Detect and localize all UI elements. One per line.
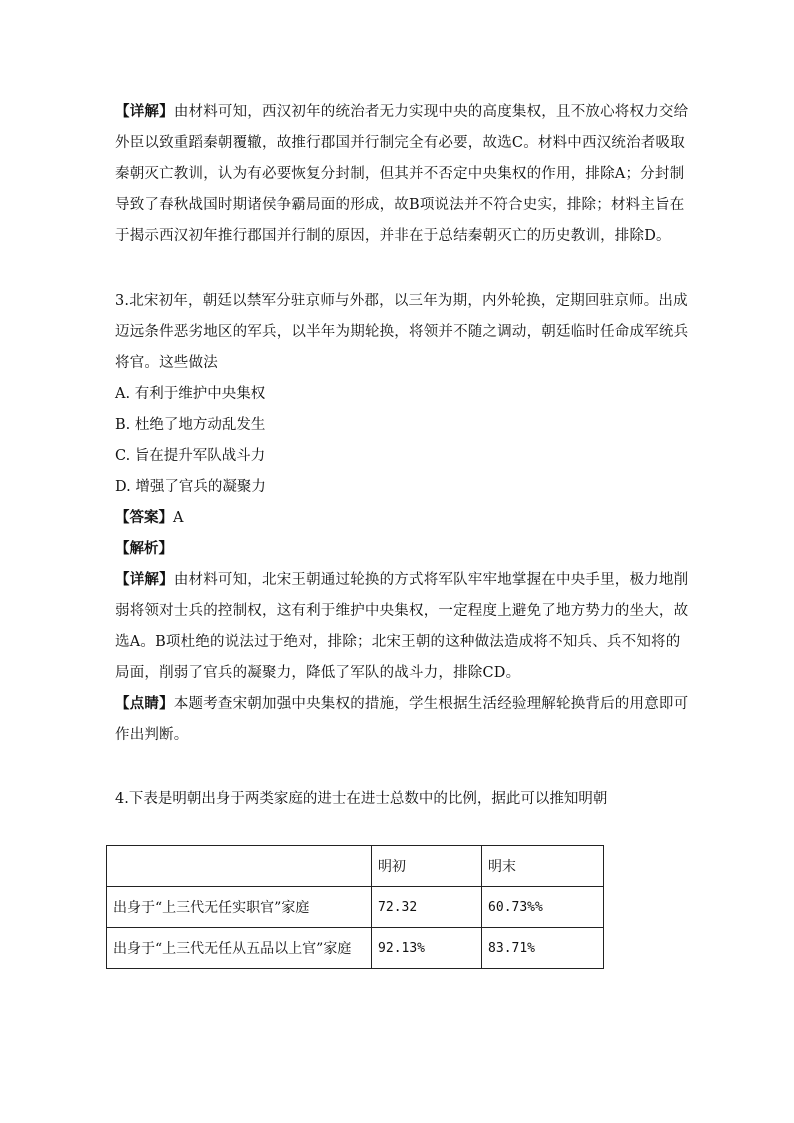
- table-header-ming-late: 明末: [482, 846, 604, 887]
- answer-value: A: [173, 510, 184, 526]
- detail-text: 由材料可知，西汉初年的统治者无力实现中央的高度集权，且不放心将权力交给外臣以致重蹈秦朝覆辙，故推行郡国并行制完全有必要，故选C。材料中西汉统治者吸取秦朝灭亡教训，认为有必要恢复分封制，但其并不否定中央集权的作用，排除A；分封制导致了春秋战国时期诸侯争霸局面的形成，故B项说法并不符合史实，排除；材料主旨在于揭示西汉初年推行郡国并行制的原因，并非在于总结秦朝灭亡的历史教训，排除D。: [115, 104, 689, 244]
- proportion-table: [106, 845, 604, 969]
- table-cell: [107, 846, 372, 887]
- answer-line: [115, 508, 183, 528]
- option-d: D. 增强了官兵的凝聚力: [115, 479, 266, 495]
- analysis-tag: 【解析】: [115, 540, 173, 557]
- table-row-label: 出身于“上三代无任实职官”家庭: [107, 887, 372, 928]
- table-header-row: [107, 846, 604, 887]
- detail-tag: 【详解】: [115, 103, 174, 120]
- option-a: A. 有利于维护中央集权: [115, 386, 266, 402]
- option-b: B. 杜绝了地方动乱发生: [115, 417, 266, 433]
- table-cell: 83.71%: [482, 928, 604, 969]
- question-3-stem: 3.北宋初年，朝廷以禁军分驻京师与外郡，以三年为期，内外轮换，定期回驻京师。出成迈远条件恶劣地区的军兵，以半年为期轮换，将领并不随之调动，朝廷临时任命成军统兵将官。这些做法: [115, 293, 689, 371]
- question-4-stem: 4.下表是明朝出身于两类家庭的进士在进士总数中的比例，据此可以推知明朝: [115, 791, 608, 807]
- detail-paragraph-1: [115, 96, 695, 252]
- table-row-label: 出身于“上三代无任从五品以上官”家庭: [107, 928, 372, 969]
- table-cell: 92.13%: [372, 928, 482, 969]
- table-cell: 60.73%%: [482, 887, 604, 928]
- detail-text: 由材料可知，北宋王朝通过轮换的方式将军队牢牢地掌握在中央手里，极力地削弱将领对士兵的控制权，这有利于维护中央集权，一定程度上避免了地方势力的坐大，故选A。B项杜绝的说法过于绝对，排除；北宋王朝的这种做法造成将不知兵、兵不知将的局面，削弱了官兵的凝聚力，降低了军队的战斗力，排除CD。: [115, 572, 689, 681]
- table-cell: 72.32: [372, 887, 482, 928]
- note-paragraph: [115, 688, 695, 751]
- table-header-ming-early: 明初: [372, 846, 482, 887]
- note-tag: 【点睛】: [115, 695, 174, 712]
- answer-tag: 【答案】: [115, 509, 173, 526]
- detail-paragraph-2: [115, 564, 695, 689]
- table-row: [107, 887, 604, 928]
- table-row: [107, 928, 604, 969]
- option-c: C. 旨在提升军队战斗力: [115, 448, 266, 464]
- note-text: 本题考查宋朝加强中央集权的措施，学生根据生活经验理解轮换背后的用意即可作出判断。: [115, 696, 689, 743]
- detail-tag: 【详解】: [115, 571, 174, 588]
